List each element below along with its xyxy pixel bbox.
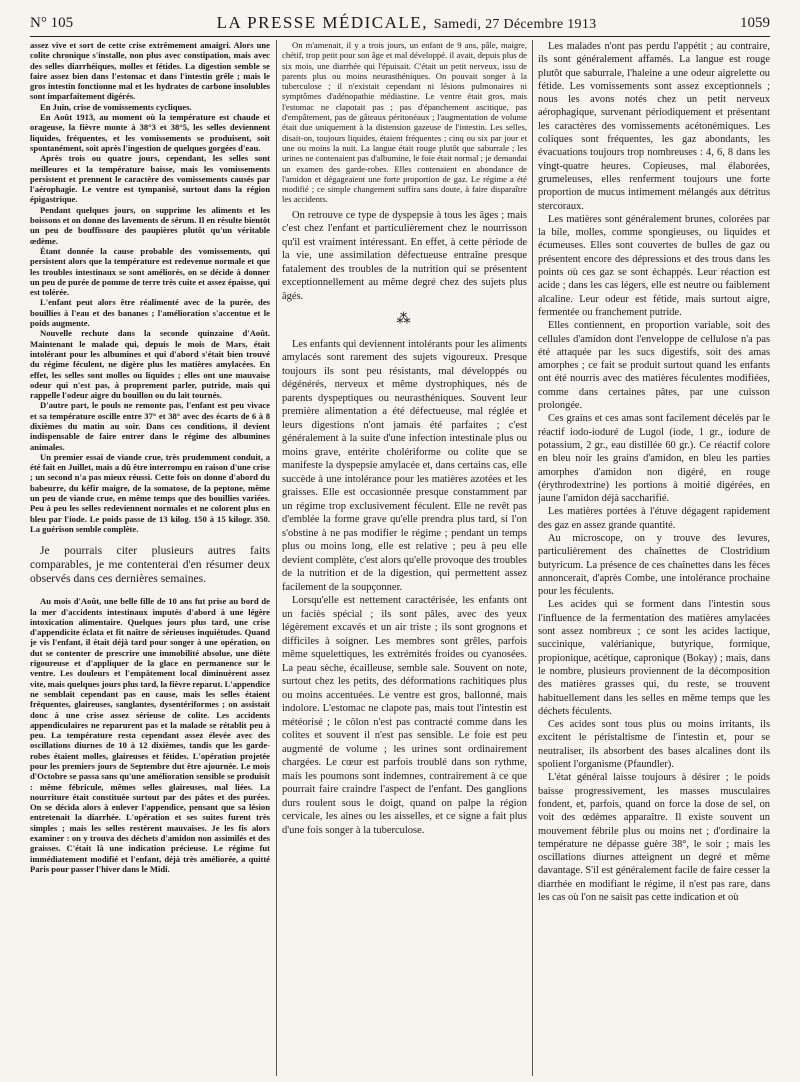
paragraph: Après trois ou quatre jours, cependant, les selles sont meilleures et la température baisse, mais les vomissements persistent et prennent le caractère des vomissements causés par l'aérophagie. Le ventre est tympanisé, surtout dans la région épigastrique.	[30, 153, 270, 205]
paragraph: Ces grains et ces amas sont facilement décelés par le réactif iodo-ioduré de Lugol (iode, 1 gr., iodure de potassium, 2 gr., eau distillée 60 gr.). Ce réactif colore en bleu noir les grains d'amidon, en bleu les parties amorphes d'amidon non digéré, en rouge (érythrodextrine) les portions à moitié digérées, en jaune l'amidon déjà saccharifié.	[538, 413, 770, 505]
paragraph: Ces acides sont tous plus ou moins irritants, ils excitent le péristaltisme de l'intestin et, pour se neutraliser, ils absorbent des bases alcalines dont ils spolient l'organisme (Pfaundler).	[538, 719, 770, 771]
column-divider	[276, 40, 277, 1076]
paragraph: Nouvelle rechute dans la seconde quinzaine d'Août. Maintenant le malade qui, depuis le mois de Mars, était intolérant pour les albumines et qui d'abord s'était bien trouvé du régime féculent, ne digère plus les matières amylacées. En effet, les selles sont molles ou liquides ; elles ont une mauvaise odeur qui n'est pas, à proprement parler, putride, mais qui rappelle l'odeur aigre du bouillon ou du lait tournés.	[30, 328, 270, 401]
journal-title: LA PRESSE MÉDICALE,	[216, 13, 428, 32]
paragraph: L'état général laisse toujours à désirer ; le poids baisse progressivement, les masses musculaires fondent, et, parfois, quand on force la dose de sel, on voit des œdèmes apparaître. Il existe souvent un mouvement fébrile plus ou moins net ; d'ordinaire la température ne dépasse guère 38°, le soir ; mais les oscillations diurnes atteignent un degré et même davantage. S'il est généralement facile de faire cesser la diarrhée en modifiant le régime, il n'est pas rare, dans les cas où l'on ne saisit pas cette indication et où	[538, 772, 770, 903]
paragraph: Pendant quelques jours, on supprime les aliments et les boissons et on donne des lavements de sérum. Il en résulte bientôt un peu de bouffissure des paupières plutôt qu'un véritable œdème.	[30, 204, 270, 246]
paragraph: assez vive et sort de cette crise extrêmement amaigri. Alors une colite chronique s'installe, non plus avec constipation, mais avec des selles diarrhéiques, molles et fétides. La digestion semble se faire assez bien dans l'estomac et dans l'intestin grêle ; mais le gros intestin fonctionne mal et les hydrates de carbone insolubles sont imparfaitement digérés.	[30, 40, 270, 102]
paragraph: Les acides qui se forment dans l'intestin sous l'influence de la fermentation des matières amylacées sont assez nombreux ; ce sont les acides lactique, succinique, valérianique, butyrique, formique, propionique, acétique, capronique (Bokay) ; mais, dans le nombre, plusieurs proviennent de la décomposition des matières grasses qui, du reste, se trouvent habituellement dans les selles en même temps que les déchets féculents.	[538, 599, 770, 717]
column-middle	[282, 40, 527, 1076]
paragraph: Lorsqu'elle est nettement caractérisée, les enfants ont un faciès spécial ; ils sont pâles, avec des yeux légèrement excavés et un air triste ; ils sont grognons et difficiles à soigner. Les membres sont grêles, parfois même squelettiques, les extrémités froides ou cyanosées. La peau sèche, écailleuse, semble sale. Souvent on note, surtout chez les petits, des déformations rachitiques plus ou moins accentuées. Le ventre est gros, ballonné, mais indolore. L'estomac ne clapote pas, mais tout l'intestin est météorisé ; le côlon n'est pas contracté comme dans les colites et souvent il n'est pas sensible. Le foie est peu augmenté de volume ; les urines sont ordinairement chargées. Le cœur est parfois troublé dans son rythme, mais les poumons sont indemnes, contrairement à ce que pourrait faire craindre l'aspect de l'enfant. Des ganglions durs roulent sous le doigt, quand on palpe la région cervicale, les aines ou les aisselles, et ce signe a fait plus d'une fois songer à la tuberculose.	[282, 595, 527, 836]
page-header	[30, 10, 770, 37]
paragraph-intro: Je pourrais citer plusieurs autres faits comparables, je me contenterai d'en résumer deux observés dans ces dernières semaines.	[30, 544, 270, 586]
page-number: 1059	[740, 14, 770, 31]
issue-number: N° 105	[30, 14, 74, 31]
paragraph: On retrouve ce type de dyspepsie à tous les âges ; mais c'est chez l'enfant et particulièrement chez le nourrisson qu'il est vraiment intéressant. En effet, à cette période de la vie, une assimilation défectueuse entraîne presque fatalement des troubles de la nutrition qui se présentent exceptionnellement au même degré chez des sujets plus âgés.	[282, 209, 527, 302]
paragraph: On m'amenait, il y a trois jours, un enfant de 9 ans, pâle, maigre, chétif, trop petit pour son âge et mal développé. il avait, depuis plus de six mois, une diarrhée qui l'épuisait. C'était un petit nerveux, issu de parents plus ou moins neurasthéniques. On pouvait songer à la tuberculose ; il n'existait cependant ni lésions pulmonaires ni symptômes d'adénopathie médiastine. Le ventre était gros, mais l'estomac ne clapotait pas ; pas d'épanchement ascitique, pas d'empâtement, pas de gâteaux péritonéaux ; l'augmentation de volume était due uniquement à la distension gazeuse de l'intestin. Les selles, disait-on, toujours liquides, étaient fréquentes ; cinq ou six par jour et une ou moins la nuit. La langue était rouge plutôt que saburrale ; les urines ne contenaient pas d'albumine, le foie était normal ; je demandai un examen des garde-robes. Elles contenaient en abondance de l'amidon et dégageaient une forte proportion de gaz. Le régime a été modifié ; ce simple changement suffira sans doute, à faire disparaître les accidents.	[282, 40, 527, 205]
paragraph: L'enfant peut alors être réalimenté avec de la purée, des bouillies à l'eau et des bananes ; l'amélioration s'accentue et le poids augmente.	[30, 297, 270, 329]
paragraph: Les enfants qui deviennent intolérants pour les aliments amylacés sont rarement des sujets vigoureux. Presque toujours ils sont peu résistants, mal développés ou dégénérés, nerveux et même dystrophiques, nés de parents dyspeptiques ou neurasthéniques. Souvent leur première alimentation a été défectueuse, mal réglée et leurs digestions n'ont jamais été parfaites ; c'est généralement à la suite d'une infection intestinale plus ou moins grave, entérite cholériforme ou colite que se manifeste la dyspepsie amylacée et, dans certains cas, elle succède à une intolérance pour les matières azotées et les graisses. Elle est occasionnée presque constamment par un régime trop exclusivement féculent. Elle ne revêt pas d'emblée la forme grave qu'elle prendra plus tard, si l'on s'obstine à ne pas modifier le régime ; pendant un temps plus ou moins long, elle est relative ; peu à peu elle devient complète, c'est alors qu'elle provoque des troubles de la nutrition et de la digestion, qui permettent assez facilement de la soupçonner.	[282, 338, 527, 593]
column-right	[538, 40, 770, 1076]
column-divider	[532, 40, 533, 1076]
paragraph: Au mois d'Août, une belle fille de 10 ans fut prise au bord de la mer d'accidents intestinaux imputés d'abord à une légère intoxication alimentaire. Quelques jours plus tard, une crise d'appendicite éclata et fit naître de sérieuses inquiétudes. Quand je vis l'enfant, il était déjà tard pour songer à une opération, on dut se contenter de prescrire une immobilité absolue, une diète rigoureuse et d'appliquer de la glace en permanence sur le ventre. Les douleurs et l'empâtement local diminuèrent assez vite, mais quelques jours plus tard, la fièvre reparut. L'appendice ne semblait cependant pas en cause, mais les selles étaient fréquentes, glaireuses, sanglantes, dysentériformes ; on assistait donc à une crise assez sérieuse de colite. Les accidents appendiculaires ne reparurent pas et la malade se rétablit peu à peu. La température resta cependant assez élevée avec des oscillations diurnes de 10 à 12 dixièmes, tandis que les garde-robes étaient molles, glaireuses et fétides. L'opération projetée pour les premiers jours de Septembre dut être ajournée. Le mois d'Octobre se passa sans qu'une amélioration sensible se produisît : même fébricule, mêmes selles glaireuses, mal liées. La nourriture était constituée surtout par des pâtes et des purées. On se décida alors à enlever l'appendice, pensant que sa lésion entretenait la diarrhée. L'opération et ses suites furent très simples ; mais les selles restèrent mauvaises. Je les fis alors examiner : on y trouva des déchets d'amidon non assimilés et des graisses. C'était là une indication précieuse. Le régime fut immédiatement modifié et l'enfant, déjà très améliorée, a quitté Paris pour passer l'hiver dans le Midi.	[30, 596, 270, 874]
paragraph: Un premier essai de viande crue, très prudemment conduit, a été fait en Juillet, mais a dû être interrompu en raison d'une crise ; un second n'a pas mieux réussi. Cette fois on donne d'abord du babeurre, du kéfir maigre, de la somatose, de la peptone, même un peu de viande crue, en même temps que des bouillies variées. Peu à peu les selles redeviennent normales et ne colorent plus en bleu par l'iode. Le poids passe de 13 kilog. 150 à 15 kilogr. 350. La guérison semble complète.	[30, 451, 270, 534]
paragraph: En Juin, crise de vomissements cycliques.	[40, 101, 192, 112]
paragraph: Les malades n'ont pas perdu l'appétit ; au contraire, ils sont généralement affamés. La langue est rouge plutôt que saburrale, l'haleine a une odeur aigrelette ou fétide. Les vomissements sont assez exceptionnels ; nous les avons notés chez un petit nerveux aérophagique, survenant périodiquement et présentant les caractères des vomissements acétonémiques. Les coliques sont fréquentes, les gaz abondants, les évacuations toujours trop nombreuses : 4, 6, 8 dans les vingt-quatre heures. Copieuses, mal élaborées, grumeleuses, elles renferment toujours une forte proportion de mucus intimement mélangés aux détritus stercoraux.	[538, 41, 770, 212]
paragraph: Elles contiennent, en proportion variable, soit des cellules d'amidon dont l'enveloppe de cellulose n'a pas été attaquée par les sucs digestifs, soit des amas amorphes ; ce fait se produit surtout quand les enfants ont été nourris avec des matières féculentes modifiées, comme dans certaines pâtes, par une cuisson prolongée.	[538, 320, 770, 412]
paragraph: D'autre part, le pouls ne remonte pas, l'enfant est peu vivace et sa température oscille entre 37° et 38° avec des écarts de 6 à 8 dixièmes du matin au soir. Dans ces conditions, il devient indispensable de faire entrer dans le régime des albumines animales.	[30, 400, 270, 452]
section-separator: ⁂	[396, 312, 413, 328]
paragraph: Les matières portées à l'étuve dégagent rapidement des gaz en assez grande quantité.	[538, 506, 770, 531]
journal-masthead	[217, 13, 597, 33]
paragraph: Au microscope, on y trouve des levures, particulièrement des chaînettes de Clostridium butyricum. La présence de ces chaînettes dans les fèces annoncerait, d'après Combe, une intolérance prochaine pour les féculents.	[538, 532, 770, 598]
issue-date: Samedi, 27 Décembre 1913	[433, 17, 597, 32]
paragraph: En Août 1913, au moment où la température est chaude et orageuse, la fièvre monte à 38°3 et 38°5, les selles deviennent liquides, fréquentes, et les vomissements se produisent, soit spontanément, soit après l'ingestion de quelques gorgées d'eau.	[30, 112, 270, 153]
paragraph: Les matières sont généralement brunes, colorées par la bile, molles, comme spongieuses, ou liquides et écumeuses. Elles sont couvertes de bulles de gaz ou présentent encore des dépressions et des trous dans les points où ces gaz se sont échappés. Leur réaction est acide ; dans les cas légers, elle est neutre ou faiblement alcaline. Leur odeur est fétide, mais surtout aigre, fermentée ou franchement putride.	[538, 213, 770, 318]
paragraph: Étant donnée la cause probable des vomissements, qui persistent alors que la température est redevenue normale et que les troubles intestinaux se sont améliorés, on se décide à donner un peu de purée de pomme de terre très cuite et assez épaisse, qui est tolérée.	[30, 245, 270, 298]
column-left	[30, 40, 270, 1076]
